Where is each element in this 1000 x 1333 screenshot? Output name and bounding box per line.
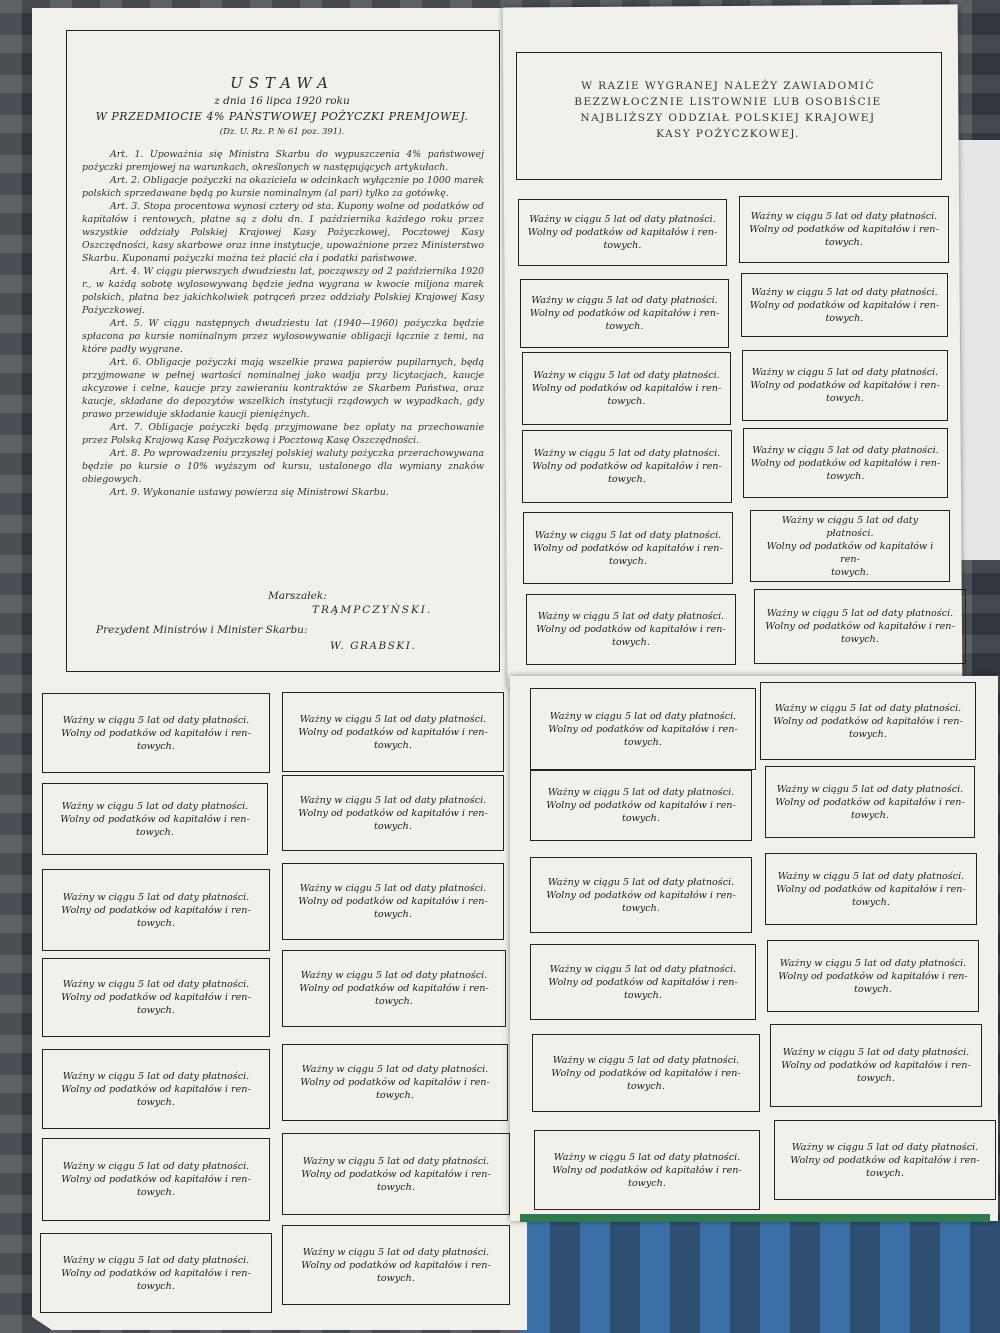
coupon-line: Wolny od podatków od kapitałów i ren- xyxy=(301,1259,491,1271)
coupon-text xyxy=(749,210,938,249)
coupon-line: Wolny od podatków od kapitałów i ren- xyxy=(61,1267,251,1279)
article-1: Art. 1. Upoważnia się Ministra Skarbu do wypuszczenia 4% państwowej pożyczki premjowej na warunkach, określonych w następujących artykułach. xyxy=(82,149,484,173)
coupon-line: Ważny w ciągu 5 lat od daty płatności. xyxy=(782,1047,970,1058)
coupon-text xyxy=(61,978,250,1017)
coupon-line: towych. xyxy=(137,1280,175,1292)
coupon-line: towych. xyxy=(612,637,650,648)
coupon-line: Wolny od podatków od kapitałów i ren- xyxy=(773,715,963,727)
coupon-text xyxy=(750,366,939,405)
green-edge xyxy=(520,1214,990,1222)
coupon xyxy=(750,510,950,582)
coupon-line: Ważny w ciągu 5 lat od daty płatności. xyxy=(750,211,938,222)
coupon-line: Ważny w ciągu 5 lat od daty płatności. xyxy=(751,286,938,298)
coupon-line: Ważny w ciągu 5 lat od daty płatności. xyxy=(552,1054,740,1066)
coupon-line: Ważny w ciągu 5 lat od daty płatności. xyxy=(774,702,962,714)
coupon-line: Wolny od podatków od kapitałów i ren- xyxy=(531,383,722,394)
coupon-line: Ważny w ciągu 5 lat od daty płatności. xyxy=(300,970,488,981)
coupon-text xyxy=(298,882,487,921)
coupon-text xyxy=(552,1151,741,1190)
coupon-line: towych. xyxy=(851,809,889,821)
coupon-line: Wolny od podatków od kapitałów i ren- xyxy=(536,624,726,635)
notice-text xyxy=(516,78,940,142)
coupon-line: towych. xyxy=(866,1167,904,1179)
coupon-line: towych. xyxy=(137,740,175,752)
coupon-line: Wolny od podatków od kapitałów i ren- xyxy=(551,1067,741,1079)
coupon-line: Wolny od podatków od kapitałów i ren- xyxy=(60,813,250,825)
notice-line: BEZZWŁOCZNIE LISTOWNIE LUB OSOBIŚCIE xyxy=(574,96,882,108)
coupon-line: Wolny od podatków od kapitałów i ren- xyxy=(61,1083,251,1095)
coupon-line: Ważny w ciągu 5 lat od daty płatności. xyxy=(534,529,722,541)
article-4: Art. 4. W ciągu pierwszych dwudziestu lat, począwszy od 2 października 1920 r., w każdą sobotę wylosowywaną będzie jedna wygrana w kwocie miljona marek polskich, płatna bez jakichkolwiek potrąceń przez oddziały Polskiej Krajowej Kasy Pożyczkowej. xyxy=(82,266,484,316)
coupon-line: towych. xyxy=(605,321,644,332)
coupon-line: Wolny od podatków od kapitałów i ren- xyxy=(775,796,965,808)
coupon-line: Wolny od podatków od kapitałów i ren- xyxy=(548,976,738,988)
coupon-line: Wolny od podatków od kapitałów i ren- xyxy=(790,1154,980,1166)
coupon-line: towych. xyxy=(622,813,660,824)
coupon-text xyxy=(61,714,250,753)
coupon-line: Wolny od podatków od kapitałów i ren- xyxy=(533,542,723,554)
coupon xyxy=(518,199,727,266)
coupon-line: Wolny od podatków od kapitałów i ren- xyxy=(749,224,939,235)
coupon-text xyxy=(775,783,964,822)
coupon-line: Ważny w ciągu 5 lat od daty płatności. xyxy=(62,1070,250,1082)
coupon xyxy=(743,428,948,498)
coupon-line: Ważny w ciągu 5 lat od daty płatności. xyxy=(776,783,964,795)
coupon-line: towych. xyxy=(825,237,863,248)
coupon-text xyxy=(548,710,737,749)
coupon xyxy=(42,1138,270,1221)
law-articles xyxy=(82,148,484,499)
coupon-line: Wolny od podatków od kapitałów i ren- xyxy=(61,727,251,739)
coupon-text xyxy=(300,1063,489,1102)
coupon-line: towych. xyxy=(826,470,865,482)
coupon-line: Ważny w ciągu 5 lat od daty płatności. xyxy=(777,870,965,882)
coupon-text xyxy=(781,1046,970,1085)
coupon xyxy=(532,1034,760,1112)
coupon-line: Ważny w ciągu 5 lat od daty płatności. xyxy=(549,963,737,975)
coupon-line: Wolny od podatków od kapitałów i ren- xyxy=(750,457,941,469)
notice-line: NAJBLIŻSZY ODDZIAŁ POLSKIEJ KRAJOWEJ xyxy=(580,112,876,124)
coupon-line: towych. xyxy=(831,566,869,578)
article-7: Art. 7. Obligacje pożyczki będą przyjmowane bez opłaty na przechowanie przez Polską Krajową Kasę Pożyczkową i Pocztową Kasę Oszczędności. xyxy=(82,422,484,446)
coupon-line: towych. xyxy=(624,989,662,1001)
coupon-line: Ważny w ciągu 5 lat od daty płatności. xyxy=(302,1155,490,1167)
coupon xyxy=(42,783,268,855)
coupon xyxy=(526,594,736,665)
coupon-line: Ważny w ciągu 5 lat od daty płatności. xyxy=(302,1246,490,1258)
coupon-line: Ważny w ciągu 5 lat od daty płatności. xyxy=(547,876,735,888)
coupon-line: Wolny od podatków od kapitałów i ren- xyxy=(546,800,736,811)
coupon-line: towych. xyxy=(854,983,892,995)
coupon xyxy=(754,589,966,664)
coupon-line: Ważny w ciągu 5 lat od daty płatności. xyxy=(62,1254,250,1266)
coupon-line: Ważny w ciągu 5 lat od daty płatności. xyxy=(781,514,919,539)
coupon-line: Wolny od podatków od kapitałów i ren- xyxy=(301,1168,491,1180)
coupon-line: towych. xyxy=(374,820,412,832)
coupon-line: Wolny od podatków od kapitałów i ren- xyxy=(529,308,720,319)
coupon-line: towych. xyxy=(841,634,879,645)
coupon-line: towych. xyxy=(374,739,412,751)
coupon-line: Wolny od podatków od kapitałów i ren- xyxy=(766,540,934,565)
notice-line: KASY POŻYCZKOWEJ. xyxy=(656,128,800,140)
coupon-line: Ważny w ciągu 5 lat od daty płatności. xyxy=(791,1141,979,1153)
coupon-line: Wolny od podatków od kapitałów i ren- xyxy=(61,992,251,1003)
coupon-line: Ważny w ciągu 5 lat od daty płatności. xyxy=(533,370,720,381)
coupon-line: towych. xyxy=(376,1090,414,1101)
coupon-line: Wolny od podatków od kapitałów i ren- xyxy=(527,227,718,238)
coupon-text xyxy=(61,1160,250,1199)
law-title: USTAWA xyxy=(230,74,334,92)
coupon-line: towych. xyxy=(377,1181,415,1193)
coupon-line: towych. xyxy=(603,240,642,251)
coupon-line: Ważny w ciągu 5 lat od daty płatności. xyxy=(61,800,249,812)
coupon-text xyxy=(298,713,487,752)
coupon-line: Wolny od podatków od kapitałów i ren- xyxy=(548,723,738,735)
coupon-text xyxy=(750,286,939,325)
coupon-line: Ważny w ciągu 5 lat od daty płatności. xyxy=(533,448,721,459)
coupon-text xyxy=(530,294,719,333)
coupon-line: towych. xyxy=(628,1177,666,1189)
article-8: Art. 8. Po wprowadzeniu przyszłej polskiej waluty pożyczka przerachowywana będzie po kursie o 10% wyższym od kursu, ustalonego dla wymiany znaków obiegowych. xyxy=(82,448,484,485)
coupon-line: towych. xyxy=(627,1080,665,1092)
coupon-line: Wolny od podatków od kapitałów i ren- xyxy=(61,904,251,916)
notice-line: W RAZIE WYGRANEJ NALEŻY ZAWIADOMIĆ xyxy=(581,80,875,92)
marshal-label: Marszałek: xyxy=(268,590,327,602)
coupon-text xyxy=(301,1155,490,1194)
coupon-text xyxy=(551,1054,740,1093)
coupon-line: Wolny od podatków od kapitałów i ren- xyxy=(298,726,488,738)
coupon-line: Wolny od podatków od kapitałów i ren- xyxy=(298,896,488,907)
coupon-text xyxy=(776,870,965,909)
coupon-text xyxy=(532,447,721,486)
coupon-text xyxy=(298,794,487,833)
coupon-text xyxy=(778,957,967,996)
coupon-line: towych. xyxy=(825,312,864,324)
coupon-line: Wolny od podatków od kapitałów i ren- xyxy=(532,461,722,472)
article-9: Art. 9. Wykonanie ustawy powierza się Ministrowi Skarbu. xyxy=(110,487,389,498)
coupon-line: Wolny od podatków od kapitałów i ren- xyxy=(776,883,966,895)
coupon-line: Wolny od podatków od kapitałów i ren- xyxy=(299,983,489,994)
coupon xyxy=(530,944,756,1020)
coupon-line: Ważny w ciągu 5 lat od daty płatności. xyxy=(553,1151,741,1163)
background-object xyxy=(955,140,1000,560)
coupon-line: Wolny od podatków od kapitałów i ren- xyxy=(298,807,488,819)
coupon xyxy=(282,1133,510,1215)
coupon-line: towych. xyxy=(374,909,412,920)
coupon-line: Ważny w ciągu 5 lat od daty płatności. xyxy=(547,787,735,798)
coupon-text xyxy=(61,891,250,930)
coupon-text xyxy=(299,969,488,1008)
coupon-text xyxy=(536,610,725,649)
coupon-line: Ważny w ciągu 5 lat od daty płatności. xyxy=(299,713,487,725)
coupon-text xyxy=(546,876,735,915)
coupon-text xyxy=(765,607,954,646)
coupon-line: towych. xyxy=(857,1073,895,1084)
coupon-line: Wolny od podatków od kapitałów i ren- xyxy=(781,1060,971,1071)
coupon-text xyxy=(301,1246,490,1285)
coupon-line: towych. xyxy=(136,826,174,838)
coupon-line: towych. xyxy=(849,728,887,740)
president-name: W. GRABSKI. xyxy=(330,640,417,652)
coupon-line: towych. xyxy=(608,474,646,485)
coupon xyxy=(42,1049,270,1129)
coupon-text xyxy=(546,786,735,825)
coupon-line: Ważny w ciągu 5 lat od daty płatności. xyxy=(751,367,939,378)
coupon-line: Ważny w ciągu 5 lat od daty płatności. xyxy=(766,608,954,619)
coupon-text xyxy=(533,529,722,568)
president-label: Prezydent Ministrów i Minister Skarbu: xyxy=(96,624,308,636)
coupon xyxy=(40,1233,272,1313)
coupon xyxy=(42,693,270,773)
coupon-line: Ważny w ciągu 5 lat od daty płatności. xyxy=(752,444,939,456)
article-3: Art. 3. Stopa procentowa wynosi cztery od sta. Kupony wolne od podatków od kapitałów i rentowych, płatne są z dołu dn. 1 października każdego roku przez wszystkie oddziały Polskiej Krajowej Kasy Pożyczkowej, Pocztowej Kasy Oszczędności, kasy skarbowe oraz inne instytucje, upoważnione przez Ministerstwo Skarbu. Kuponami pożyczki można też płacić cła i podatki państwowe. xyxy=(82,201,484,264)
coupon-line: Ważny w ciągu 5 lat od daty płatności. xyxy=(299,883,487,894)
coupon-text xyxy=(773,702,962,741)
coupon-line: towych. xyxy=(607,396,646,407)
coupon xyxy=(523,512,733,584)
coupon-text xyxy=(548,963,737,1002)
coupon-line: towych. xyxy=(375,996,413,1007)
coupon-line: Wolny od podatków od kapitałów i ren- xyxy=(765,621,955,632)
coupon-text xyxy=(61,1254,250,1293)
coupon-text xyxy=(757,514,943,579)
article-2: Art. 2. Obligacje pożyczki na okaziciela w odcinkach wyłącznie po 1000 marek polskich sprzedawane będą po kursie nominalnym (al pari) tylko za gotówkę. xyxy=(82,175,484,199)
coupon xyxy=(767,940,979,1012)
coupon-text xyxy=(61,1070,250,1109)
coupon-line: Wolny od podatków od kapitałów i ren- xyxy=(546,889,736,901)
marshal-name: TRĄMPCZYŃSKI. xyxy=(312,604,433,616)
article-6: Art. 6. Obligacje pożyczki mają wszelkie prawa papierów pupilarnych, będą przyjmowane w pełnej wartości nominalnej jako wadja przy licytacjach, kaucje akcyzowe i celne, kaucje przy zawieraniu kontraktów ze Skarbem Państwa, oraz kaucje, składane do depozytów wszelkich instytucji rządowych w wypadkach, gdy prawo przewiduje składanie kaucji pieniężnych. xyxy=(82,357,484,420)
coupon xyxy=(765,853,977,925)
coupon xyxy=(282,1044,508,1121)
coupon xyxy=(534,1130,760,1210)
coupon xyxy=(520,279,729,348)
coupon xyxy=(522,430,732,503)
coupon-line: Wolny od podatków od kapitałów i ren- xyxy=(749,299,940,311)
coupon xyxy=(530,770,752,841)
coupon-line: towych. xyxy=(377,1272,415,1284)
coupon xyxy=(42,869,270,951)
coupon-text xyxy=(751,444,940,483)
coupon-text xyxy=(790,1141,979,1180)
blue-fabric xyxy=(520,1220,1000,1333)
coupon-line: Wolny od podatków od kapitałów i ren- xyxy=(61,1174,251,1185)
coupon xyxy=(530,857,752,933)
coupon-line: Wolny od podatków od kapitałów i ren- xyxy=(750,380,940,391)
coupon-line: Ważny w ciągu 5 lat od daty płatności. xyxy=(779,957,967,969)
law-reference: (Dz. U. Rz. P. № 61 poz. 391). xyxy=(219,127,345,137)
coupon-line: towych. xyxy=(622,902,660,914)
coupon-text xyxy=(532,369,721,408)
coupon xyxy=(774,1120,996,1200)
coupon-line: towych. xyxy=(137,917,175,929)
coupon-line: Ważny w ciągu 5 lat od daty płatności. xyxy=(531,295,718,306)
coupon-line: towych. xyxy=(826,393,864,404)
coupon-text xyxy=(528,213,717,252)
article-5: Art. 5. W ciągu następnych dwudziestu lat (1940—1960) pożyczka będzie spłacona po kursie nominalnym przez wylosowywanie obligacji łącznie z temi, na które padły wygrane. xyxy=(82,318,484,355)
coupon-line: towych. xyxy=(137,1005,175,1016)
coupon xyxy=(530,688,756,770)
coupon-line: towych. xyxy=(852,896,890,908)
coupon-line: Wolny od podatków od kapitałów i ren- xyxy=(778,970,968,982)
coupon xyxy=(282,692,504,772)
coupon-line: towych. xyxy=(137,1096,175,1108)
coupon xyxy=(760,682,976,760)
coupon xyxy=(282,775,504,851)
coupon-line: Ważny w ciągu 5 lat od daty płatności. xyxy=(62,714,250,726)
coupon xyxy=(742,350,948,421)
coupon-line: towych. xyxy=(609,555,647,567)
coupon-line: Ważny w ciągu 5 lat od daty płatności. xyxy=(529,214,716,225)
coupon xyxy=(282,863,504,940)
coupon xyxy=(282,1225,510,1305)
coupon-line: Ważny w ciągu 5 lat od daty płatności. xyxy=(549,710,737,722)
coupon-line: Ważny w ciągu 5 lat od daty płatności. xyxy=(62,1161,250,1172)
coupon xyxy=(522,352,731,425)
coupon-line: Ważny w ciągu 5 lat od daty płatności. xyxy=(299,794,487,806)
law-date: z dnia 16 lipca 1920 roku xyxy=(214,95,350,107)
coupon-line: Wolny od podatków od kapitałów i ren- xyxy=(552,1164,742,1176)
coupon-line: towych. xyxy=(624,736,662,748)
coupon-line: Ważny w ciągu 5 lat od daty płatności. xyxy=(537,611,725,622)
coupon xyxy=(770,1024,982,1107)
coupon-line: Ważny w ciągu 5 lat od daty płatności. xyxy=(62,891,250,903)
coupon-text xyxy=(60,800,249,839)
coupon-line: Wolny od podatków od kapitałów i ren- xyxy=(300,1077,490,1088)
coupon xyxy=(741,273,948,337)
coupon-line: Ważny w ciągu 5 lat od daty płatności. xyxy=(301,1064,489,1075)
coupon-line: towych. xyxy=(137,1187,175,1198)
coupon xyxy=(282,950,506,1027)
law-subject: W PRZEDMIOCIE 4% PAŃSTWOWEJ POŻYCZKI PREMJOWEJ. xyxy=(95,110,469,123)
coupon-line: Ważny w ciągu 5 lat od daty płatności. xyxy=(62,979,250,990)
coupon xyxy=(42,958,270,1037)
coupon xyxy=(765,766,975,838)
coupon xyxy=(739,196,949,263)
